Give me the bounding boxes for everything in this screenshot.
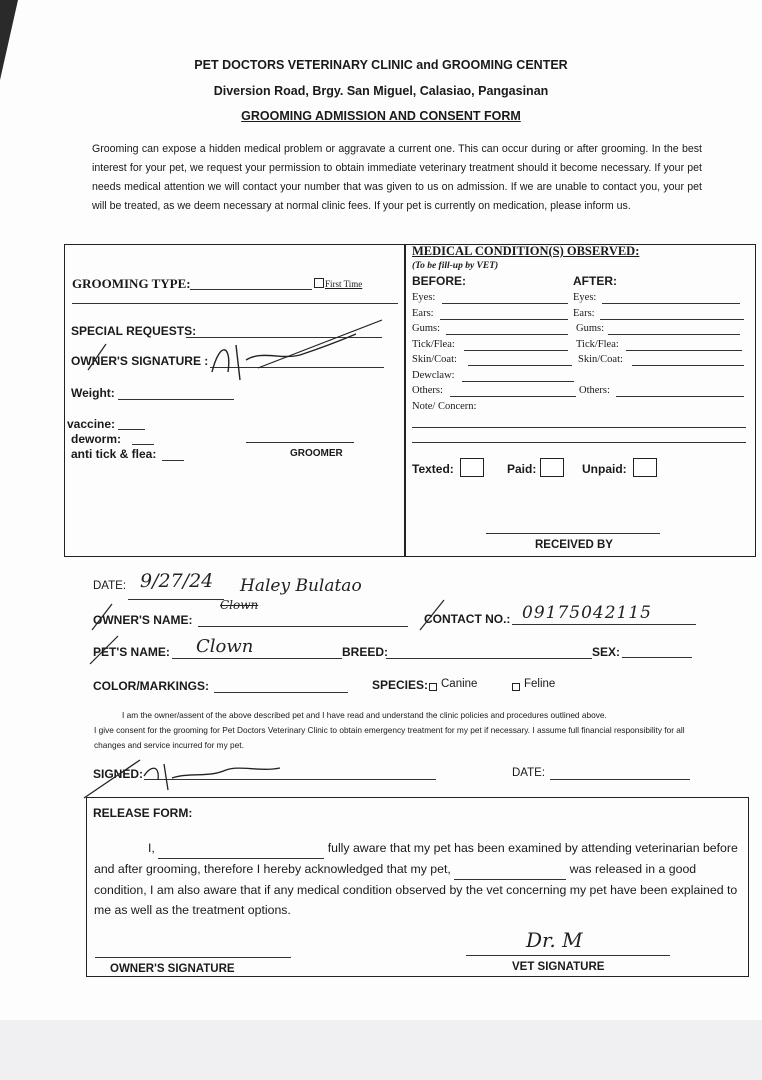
pet-name-label: PET'S NAME: <box>93 645 170 659</box>
note-concern-label: Note/ Concern: <box>412 401 477 412</box>
before-dewclaw-label: Dewclaw: <box>412 370 455 381</box>
owner-name-label: OWNER'S NAME: <box>93 613 193 627</box>
clinic-address: Diversion Road, Brgy. San Miguel, Calasiao, Pangasinan <box>213 84 549 98</box>
special-requests-label: SPECIAL REQUESTS: <box>71 324 197 338</box>
after-tick-label: Tick/Flea: <box>576 339 619 350</box>
contact-slash <box>420 600 444 630</box>
canine-label: Canine <box>441 678 478 690</box>
contact-value: 09175042115 <box>522 603 652 623</box>
intro-paragraph: Grooming can expose a hidden medical problem or aggravate a current one. This can occur during or after grooming. In the best interest for your pet, we request your permission to obtain immediate veterinary treatment should it become necessary. If your pet needs medical attention we will contact your number that was given to us on admission. If we are unable to contact you, your pet will be treated, as we deem necessary at normal clinic fees. If your pet is currently on medication, please inform us. <box>92 143 702 212</box>
date-value: 9/27/24 <box>140 570 214 592</box>
before-eyes-label: Eyes: <box>412 292 436 303</box>
form-title: GROOMING ADMISSION AND CONSENT FORM <box>241 109 521 123</box>
consent-date-label: DATE: <box>512 767 546 779</box>
owners-signature-label-top: OWNER'S SIGNATURE : <box>71 354 209 368</box>
date-label: DATE: <box>93 580 127 592</box>
owner-name-crossed-value: Clown <box>220 598 259 612</box>
consent-line-1: I am the owner/assent of the above described pet and I have read and understand the clinic policies and procedures outlined above. <box>122 710 607 720</box>
signed-label: SIGNED: <box>93 767 144 781</box>
unpaid-label: Unpaid: <box>582 462 627 476</box>
before-tick-label: Tick/Flea: <box>412 339 455 350</box>
clinic-name: PET DOCTORS VETERINARY CLINIC and GROOMING CENTER <box>194 58 568 72</box>
before-others-label: Others: <box>412 385 443 396</box>
breed-label: BREED: <box>342 645 389 659</box>
owner-name-value: Haley Bulatao <box>240 576 362 596</box>
before-ears-label: Ears: <box>412 308 434 319</box>
owner-name-slash <box>92 604 112 630</box>
medical-subheading: (To be fill-up by VET) <box>412 261 499 271</box>
release-text-3: was released in a good condition, I am also aware that if any medical condition observed by the vet concerning my pet have been explained to me as well as the treatment options. <box>94 862 738 917</box>
sex-label: SEX: <box>592 645 621 659</box>
anti-tick-label: anti tick & flea: <box>71 447 157 461</box>
first-time-label: First Time <box>325 279 363 289</box>
received-by-label: RECEIVED BY <box>535 539 613 551</box>
color-markings-label: COLOR/MARKINGS: <box>93 679 209 693</box>
consent-line-2: I give consent for the grooming for Pet Doctors Veterinary Clinic to obtain emergency treatment for my pet if necessary. I assume full financial responsibility for all changes and service incurred for my pet. <box>94 725 685 750</box>
after-skin-label: Skin/Coat: <box>578 354 623 365</box>
release-owner-signature-label: OWNER'S SIGNATURE <box>110 963 235 975</box>
contact-label: CONTACT NO.: <box>424 612 511 626</box>
weight-label: Weight: <box>71 386 115 400</box>
release-text-2: fully aware that my pet has been examined by attending veterinarian before and after grooming, therefore I hereby acknowledged that my pet, <box>94 841 738 876</box>
signed-slash <box>84 760 140 798</box>
after-eyes-label: Eyes: <box>573 292 597 303</box>
before-label: BEFORE: <box>412 274 466 288</box>
texted-label: Texted: <box>412 462 454 476</box>
medical-heading: MEDICAL CONDITION(S) OBSERVED: <box>412 244 640 258</box>
special-request-strike <box>258 320 382 368</box>
before-skin-label: Skin/Coat: <box>412 354 457 365</box>
after-gums-label: Gums: <box>576 323 605 334</box>
groomer-label: GROOMER <box>290 448 343 459</box>
deworm-label: deworm: <box>71 432 122 446</box>
species-label: SPECIES: <box>372 678 429 692</box>
owner-label-slash <box>88 344 106 370</box>
before-gums-label: Gums: <box>412 323 441 334</box>
after-label: AFTER: <box>573 274 617 288</box>
signed-scribble <box>144 764 280 790</box>
vaccine-label: vaccine: <box>67 417 116 431</box>
paid-label: Paid: <box>507 462 537 476</box>
owner-signature-scribble <box>212 334 356 380</box>
feline-label: Feline <box>524 678 556 690</box>
release-vet-signature-label: VET SIGNATURE <box>512 961 605 973</box>
release-heading: RELEASE FORM: <box>93 806 193 820</box>
after-others-label: Others: <box>579 385 610 396</box>
pet-name-value: Clown <box>196 636 254 657</box>
release-text-1: I, <box>148 841 155 855</box>
after-ears-label: Ears: <box>573 308 595 319</box>
vet-signature-value: Dr. M <box>526 928 583 952</box>
pet-name-slash <box>90 636 118 664</box>
grooming-type-label: GROOMING TYPE: <box>72 276 191 291</box>
